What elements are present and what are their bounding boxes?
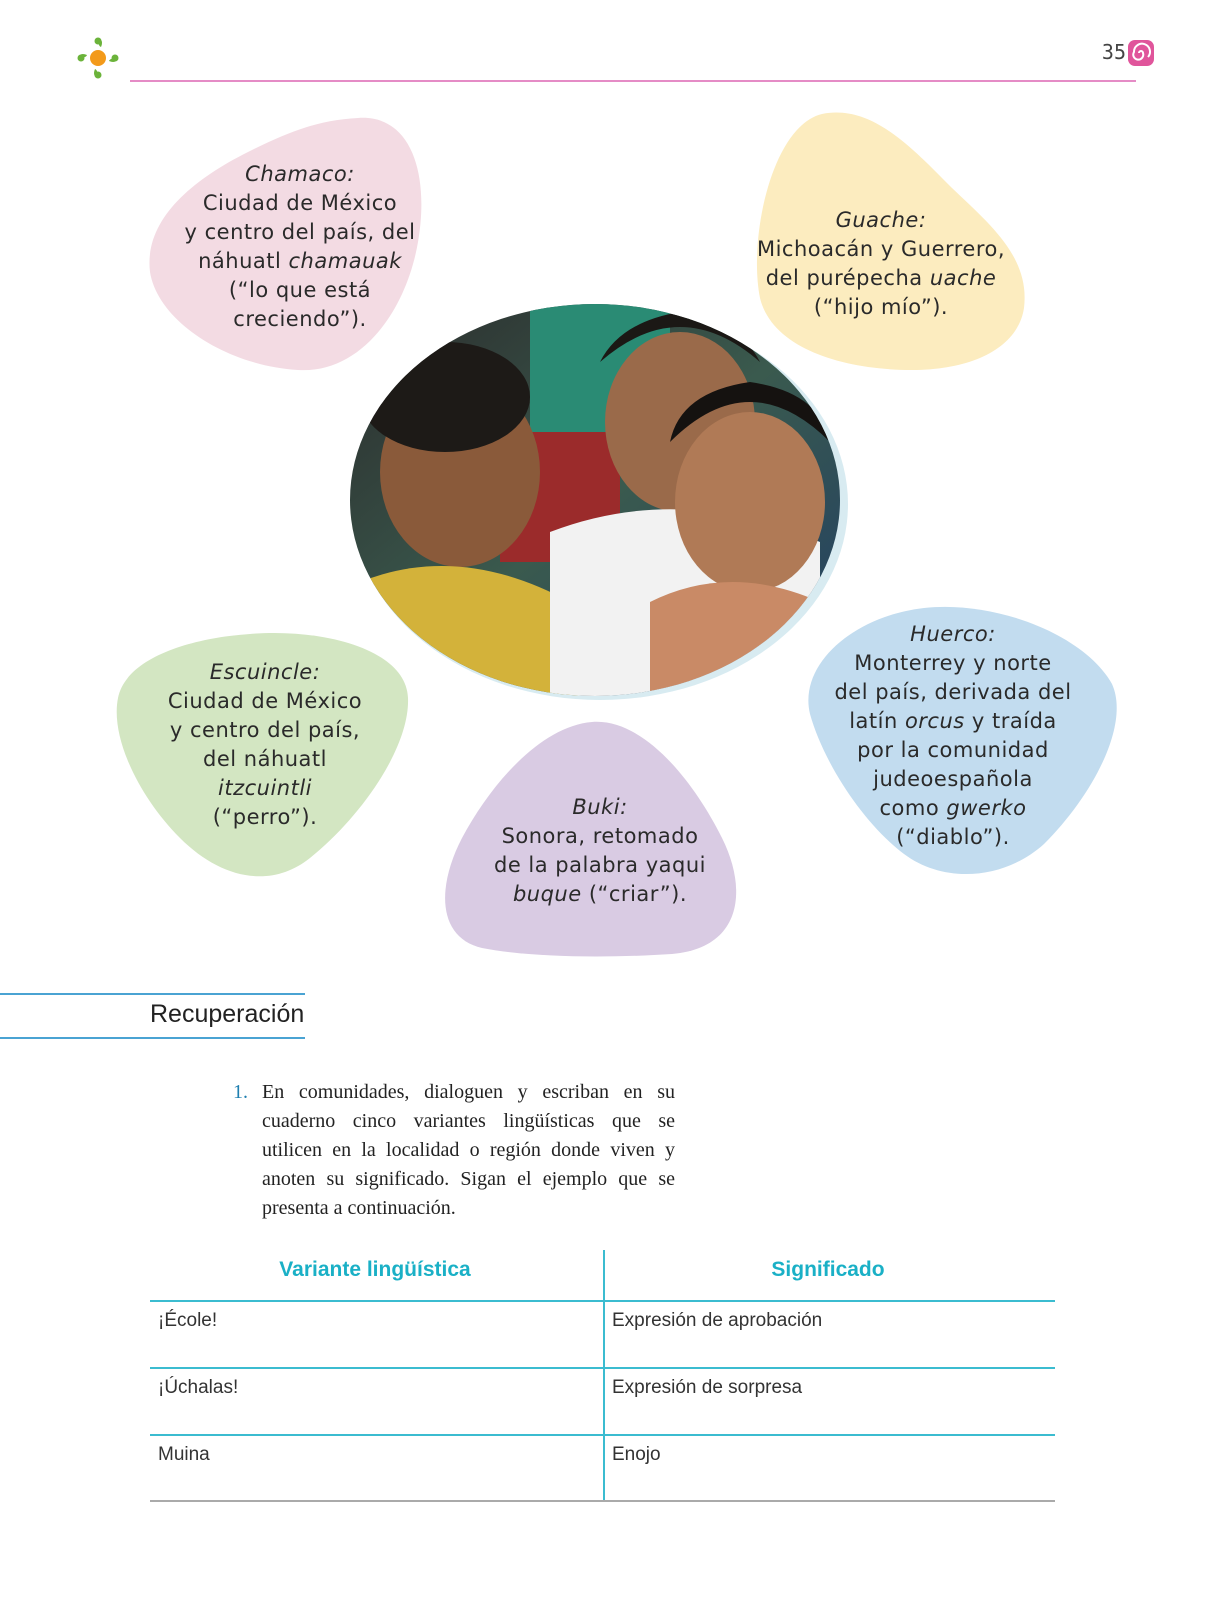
table-rule-bottom [150, 1500, 1055, 1502]
page-number: 35 [1101, 40, 1126, 64]
table-header-meaning: Significado [771, 1258, 885, 1281]
buki-text [480, 793, 720, 909]
section-rule-top [0, 993, 305, 995]
buki-word: Buki: [572, 795, 628, 819]
chamaco-definition: Ciudad de México y centro del país, del náhuatl chamauak (“lo que está creciendo”). [184, 191, 416, 331]
instruction-text: En comunidades, dialoguen y escriban en su cuaderno cinco variantes lingüísticas que se utilicen en la localidad o región donde viven y anoten su significado. Sigan el ejemplo que se presenta a continuación. [262, 1081, 675, 1219]
table-header-variant: Variante lingüística [279, 1258, 471, 1281]
children-photo [350, 302, 850, 702]
chamaco-word: Chamaco: [245, 162, 355, 186]
section-title: Recuperación [150, 1000, 305, 1028]
escuincle-definition: Ciudad de México y centro del país, del náhuatl itzcuintli (“perro”). [167, 689, 363, 829]
table-cell: Muina [158, 1444, 210, 1465]
vocabulary-table [150, 1250, 1055, 1510]
guache-word: Guache: [835, 208, 927, 232]
instruction-paragraph [235, 1078, 675, 1223]
section-rule-bottom [0, 1037, 305, 1039]
spiral-glyph-icon [1126, 38, 1156, 68]
table-rule [150, 1300, 1055, 1302]
instruction-number: 1. [233, 1081, 248, 1103]
escuincle-word: Escuincle: [209, 660, 321, 684]
table-column-divider [603, 1250, 605, 1502]
buki-definition: Sonora, retomado de la palabra yaqui buque (“criar”). [494, 824, 706, 906]
table-cell: ¡Úchalas! [158, 1377, 239, 1398]
table-rule [150, 1367, 1055, 1369]
table-rule [150, 1434, 1055, 1436]
flower-logo-icon [72, 32, 124, 84]
escuincle-text [140, 658, 390, 832]
table-cell: Enojo [612, 1444, 661, 1465]
table-cell: ¡École! [158, 1310, 218, 1331]
guache-definition: Michoacán y Guerrero, del purépecha uache (“hijo mío”). [756, 237, 1006, 319]
huerco-word: Huerco: [910, 622, 996, 646]
header-rule [130, 80, 1136, 82]
huerco-definition: Monterrey y norte del país, derivada del latín orcus y traída por la comunidad judeoespañola como gwerko (“diablo”). [834, 651, 1072, 849]
huerco-text [818, 620, 1088, 852]
table-cell: Expresión de aprobación [612, 1310, 823, 1331]
table-cell: Expresión de sorpresa [612, 1377, 803, 1398]
